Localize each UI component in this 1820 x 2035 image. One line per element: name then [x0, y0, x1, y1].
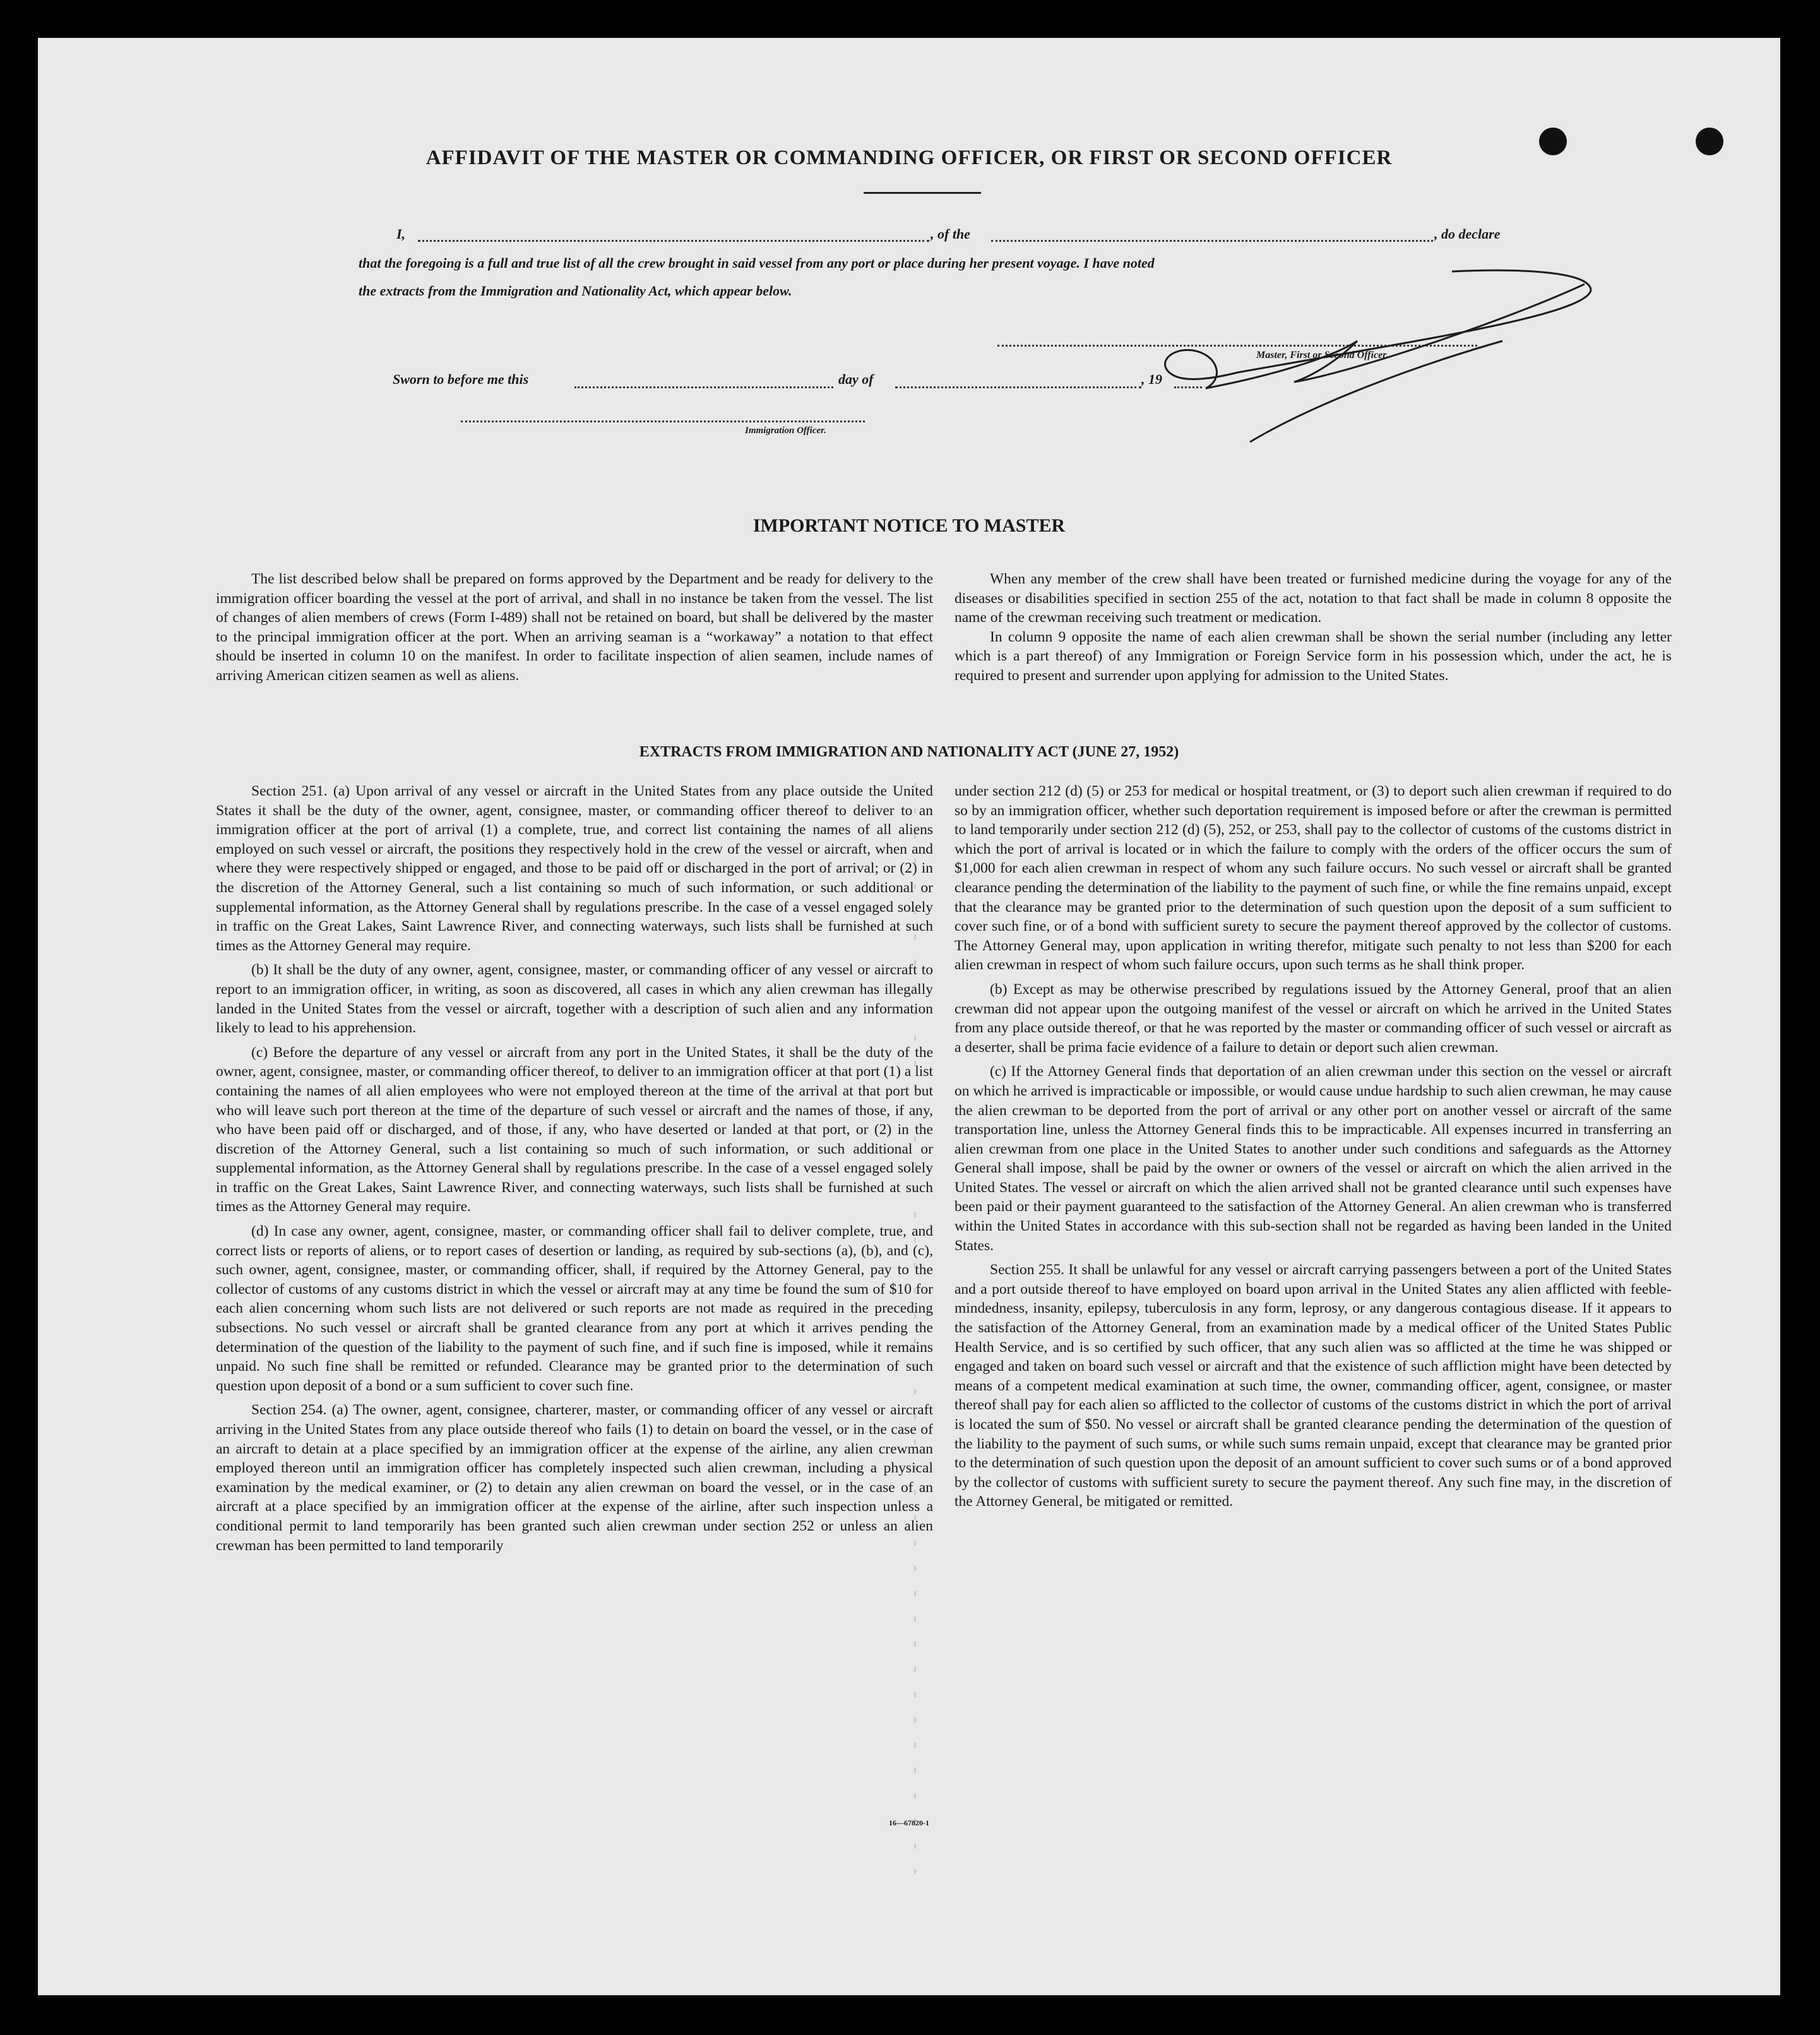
extracts-title: EXTRACTS FROM IMMIGRATION AND NATIONALITY ACT (JUNE 27, 1952) — [639, 744, 1179, 760]
immigration-officer-label: Immigration Officer. — [745, 426, 826, 436]
extract-paragraph: under section 212 (d) (5) or 253 for medical or hospital treatment, or (3) to deport such alien crewman if required to do so by an immigration officer, whether such deportation requirement is imposed before or after the crewman is permitted to land temporarily under section 212 (d) (5), 252, or 253, shall pay to the collector of customs of the customs district in which the port of arrival is located or in which the failure to comply with the orders of the officer occurs the sum of $1,000 for each alien crewman in respect of whom any such failure occurs. No such vessel or aircraft shall be granted clearance pending the determination of the liability to the payment of such fine, or while the fine remains unpaid, except that the clearance may be granted prior to the determination of such question upon the deposit of a sum sufficient to cover such fine, or of a bond with sufficient surety to secure the payment thereof approved by the collector of customs. The Attorney General may, upon application in writing therefor, mitigate such penalty to not less than $200 for each alien crewman in respect of whom such failure occurs, upon such terms as he shall think proper. — [955, 783, 1672, 974]
name-blank — [418, 240, 929, 242]
extract-paragraph: Section 251. (a) Upon arrival of any vessel or aircraft in the United States from any place outside the United States it shall be the duty of the owner, agent, consignee, master, or commanding officer thereof to deliver to an immigration officer at the port of arrival (1) a complete, true, and correct list containing the names of all aliens employed on such vessel or aircraft, the positions they respectively hold in the crew of the vessel or aircraft, when and where they were respectively shipped or engaged, and those to be paid off or discharged in the port of arrival; or (2) in the discretion of the Attorney General, such a list containing so much of such information, or such additional or supplemental information, as the Attorney General shall by regulations prescribe. In the case of a vessel engaged solely in traffic on the Great Lakes, Saint Lawrence River, and connecting waterways, such lists shall be furnished at such times as the Attorney General may require. — [216, 783, 933, 954]
notice-right-paragraph: When any member of the crew shall have been treated or furnished medicine during the voyage for any of the diseases or disabilities specified in section 255 of the act, notation to that fact shall be made in column 8 opposite the name of the crewman receiving such treatment or medication. — [955, 571, 1672, 626]
extract-paragraph: (c) Before the departure of any vessel or aircraft from any port in the United States, it shall be the duty of the owner, agent, consignee, master, or commanding officer thereof, to deliver to an immigration officer at that port (1) a list containing the names of all alien employees who were not employed thereon at the time of the arrival at that port but who will leave such port thereon at the time of the departure of such vessel or aircraft and the names of those, if any, who have been paid off or discharged, and of those, if any, who have deserted or landed at that port, or (2) in the discretion of the Attorney General, such a list containing so much of such information, or such additional or supplemental information, as the Attorney General shall by regulations prescribe. In the case of a vessel engaged solely in traffic on the Great Lakes, Saint Lawrence River, and connecting waterways, such lists shall be furnished at such times as the Attorney General may require. — [216, 1044, 933, 1215]
sworn-day-blank — [574, 386, 833, 388]
extract-paragraph: (b) It shall be the duty of any owner, agent, consignee, master, or commanding officer of any vessel or aircraft to report to an immigration officer, in writing, as soon as discovered, all cases in which any alien crewman has illegally landed in the United States from the vessel or aircraft, together with a description of such alien and any information likely to lead to his apprehension. — [216, 962, 933, 1037]
extracts-right-column — [955, 782, 1672, 1517]
master-label: Master, First or Second Officer. — [1256, 350, 1389, 361]
decl-line-3: the extracts from the Immigration and Nationality Act, which appear below. — [359, 283, 792, 299]
document-page — [38, 38, 1780, 1995]
notice-left-column — [216, 570, 933, 691]
notice-right-paragraph: In column 9 opposite the name of each alien crewman shall be shown the serial number (including any letter which is a part thereof) of any Immigration or Foreign Service form in his possession which, under the act, he is required to present and surrender upon applying for admission to the United States. — [955, 628, 1672, 684]
affidavit-title: AFFIDAVIT OF THE MASTER OR COMMANDING OFFICER, OR FIRST OR SECOND OFFICER — [425, 146, 1393, 169]
decl-do-declare-label: , do declare — [1434, 226, 1501, 242]
immigration-officer-line — [461, 421, 865, 422]
notice-right-column — [955, 570, 1672, 691]
extract-paragraph: (b) Except as may be otherwise prescribed by regulations issued by the Attorney General, proof that an alien crewman did not appear upon the outgoing manifest of the vessel or aircraft on which he arrived in the United States from any place outside thereof, or that he was reported by the master or commanding officer of such vessel or aircraft as a deserter, shall be prima facie evidence of a failure to detain or deport such alien crewman. — [955, 981, 1672, 1056]
sworn-year-blank — [1174, 386, 1202, 388]
form-number: 16—67820-1 — [889, 1818, 929, 1827]
sworn-label: Sworn to before me this — [393, 371, 529, 387]
decl-i-label: I, — [396, 226, 406, 242]
vessel-blank — [991, 240, 1433, 242]
year-label: , 19 — [1141, 371, 1162, 387]
extract-paragraph: Section 255. It shall be unlawful for any vessel or aircraft carrying passengers between a port of the United States and a port outside thereof to have employed on board upon arrival in the United States any alien afflicted with feeble-mindedness, insanity, epilepsy, tuberculosis in any form, leprosy, or any dangerous contagious disease. If it appears to the satisfaction of the Attorney General, from an examination made by a medical officer of the United States Public Health Service, and is so certified by such officer, that any such alien was so afflicted at the time he was shipped or engaged and taken on board such vessel or aircraft and that the existence of such affliction might have been detected by means of a competent medical examination at such time, the owner, commanding officer, agent, consignee, or master thereof shall pay for each alien so afflicted to the collector of customs of the customs district in which the port of arrival is located the sum of $50. No vessel or aircraft shall be granted clearance pending the determination of the question of the liability to the payment of such sums, or while such sums remain unpaid, except that clearance may be granted prior to the determination of such question upon the deposit of an amount sufficient to cover such sums or of a bond approved by the collector of customs with sufficient surety to secure the payment thereof. Any such fine may, in the discretion of the Attorney General, be mitigated or remitted. — [955, 1262, 1672, 1510]
sworn-month-blank — [895, 386, 1141, 388]
notice-left-paragraph: The list described below shall be prepared on forms approved by the Department and be ready for delivery to the immigration officer boarding the vessel at the port of arrival, and shall in no instance be taken from the vessel. The list of changes of alien members of crews (Form I-489) shall not be retained on board, but shall be delivered by the master to the principal immigration officer at the port. When an arriving seaman is a “workaway” a notation to that effect should be inserted in column 10 on the manifest. In order to facilitate inspection of alien seamen, include names of arriving American citizen seamen as well as aliens. — [216, 571, 933, 684]
title-rule — [864, 192, 981, 194]
extract-paragraph: Section 254. (a) The owner, agent, consignee, charterer, master, or commanding officer of any vessel or aircraft arriving in the United States from any place outside thereof who fails (1) to detain on board the vessel, or in the case of an aircraft to detain at a place specified by an immigration officer at the expense of the airline, any alien crewman employed thereon until an immigration officer has completely inspected such alien crewman, including a physical examination by the medical examiner, or (2) to detain any alien crewman on board the vessel, or in the case of an aircraft at a place specified by an immigration officer at the expense of the airline, after such inspection unless a conditional permit to land temporarily has been granted such alien crewman under section 252 or unless an alien crewman has been permitted to land temporarily — [216, 1402, 933, 1554]
extracts-left-column — [216, 782, 933, 1560]
extract-paragraph: (c) If the Attorney General finds that deportation of an alien crewman under this section on the vessel or aircraft on which he arrived is impracticable or impossible, or would cause undue hardship to such alien crewman, he may cause the alien crewman to be deported from the port of arrival or any other port on another vessel or aircraft of the same transportation line, unless the Attorney General finds this to be impracticable. All expenses incurred in transferring an alien crewman from one place in the United States to another under such conditions and safeguards as the Attorney General shall impose, shall be paid by the owner or owners of the vessel or aircraft on which the alien arrived in the United States. The vessel or aircraft on which the alien arrived shall not be granted clearance until such expenses have been paid or their payment guaranteed to the satisfaction of the Attorney General. An alien crewman who is transferred within the United States in accordance with this sub-section shall not be regarded as having been landed in the United States. — [955, 1063, 1672, 1254]
extract-paragraph: (d) In case any owner, agent, consignee, master, or commanding officer shall fail to deliver complete, true, and correct lists or reports of aliens, or to report cases of desertion or landing, as required by sub-sections (a), (b), and (c), such owner, agent, consignee, master, or commanding officer, shall, if required by the Attorney General, pay to the collector of customs of any customs district in which the vessel or aircraft may at any time be found the sum of $10 for each alien concerning whom such lists are not delivered or such reports are not made as required in the preceding subsections. No such vessel or aircraft shall be granted clearance from any port at which it arrives pending the determination of the question of the liability to the payment of such fine, and if such fine is imposed, while it remains unpaid. No such fine shall be remitted or refunded. Clearance may be granted prior to the determination of such question upon deposit of a bond or a sum sufficient to cover such fine. — [216, 1223, 933, 1394]
notice-title: IMPORTANT NOTICE TO MASTER — [752, 515, 1066, 536]
decl-line-2: that the foregoing is a full and true list of all the crew brought in said vessel from any port or place during her present voyage. I have noted — [359, 255, 1155, 271]
decl-of-the-label: , of the — [931, 226, 970, 242]
day-of-label: day of — [838, 371, 874, 387]
